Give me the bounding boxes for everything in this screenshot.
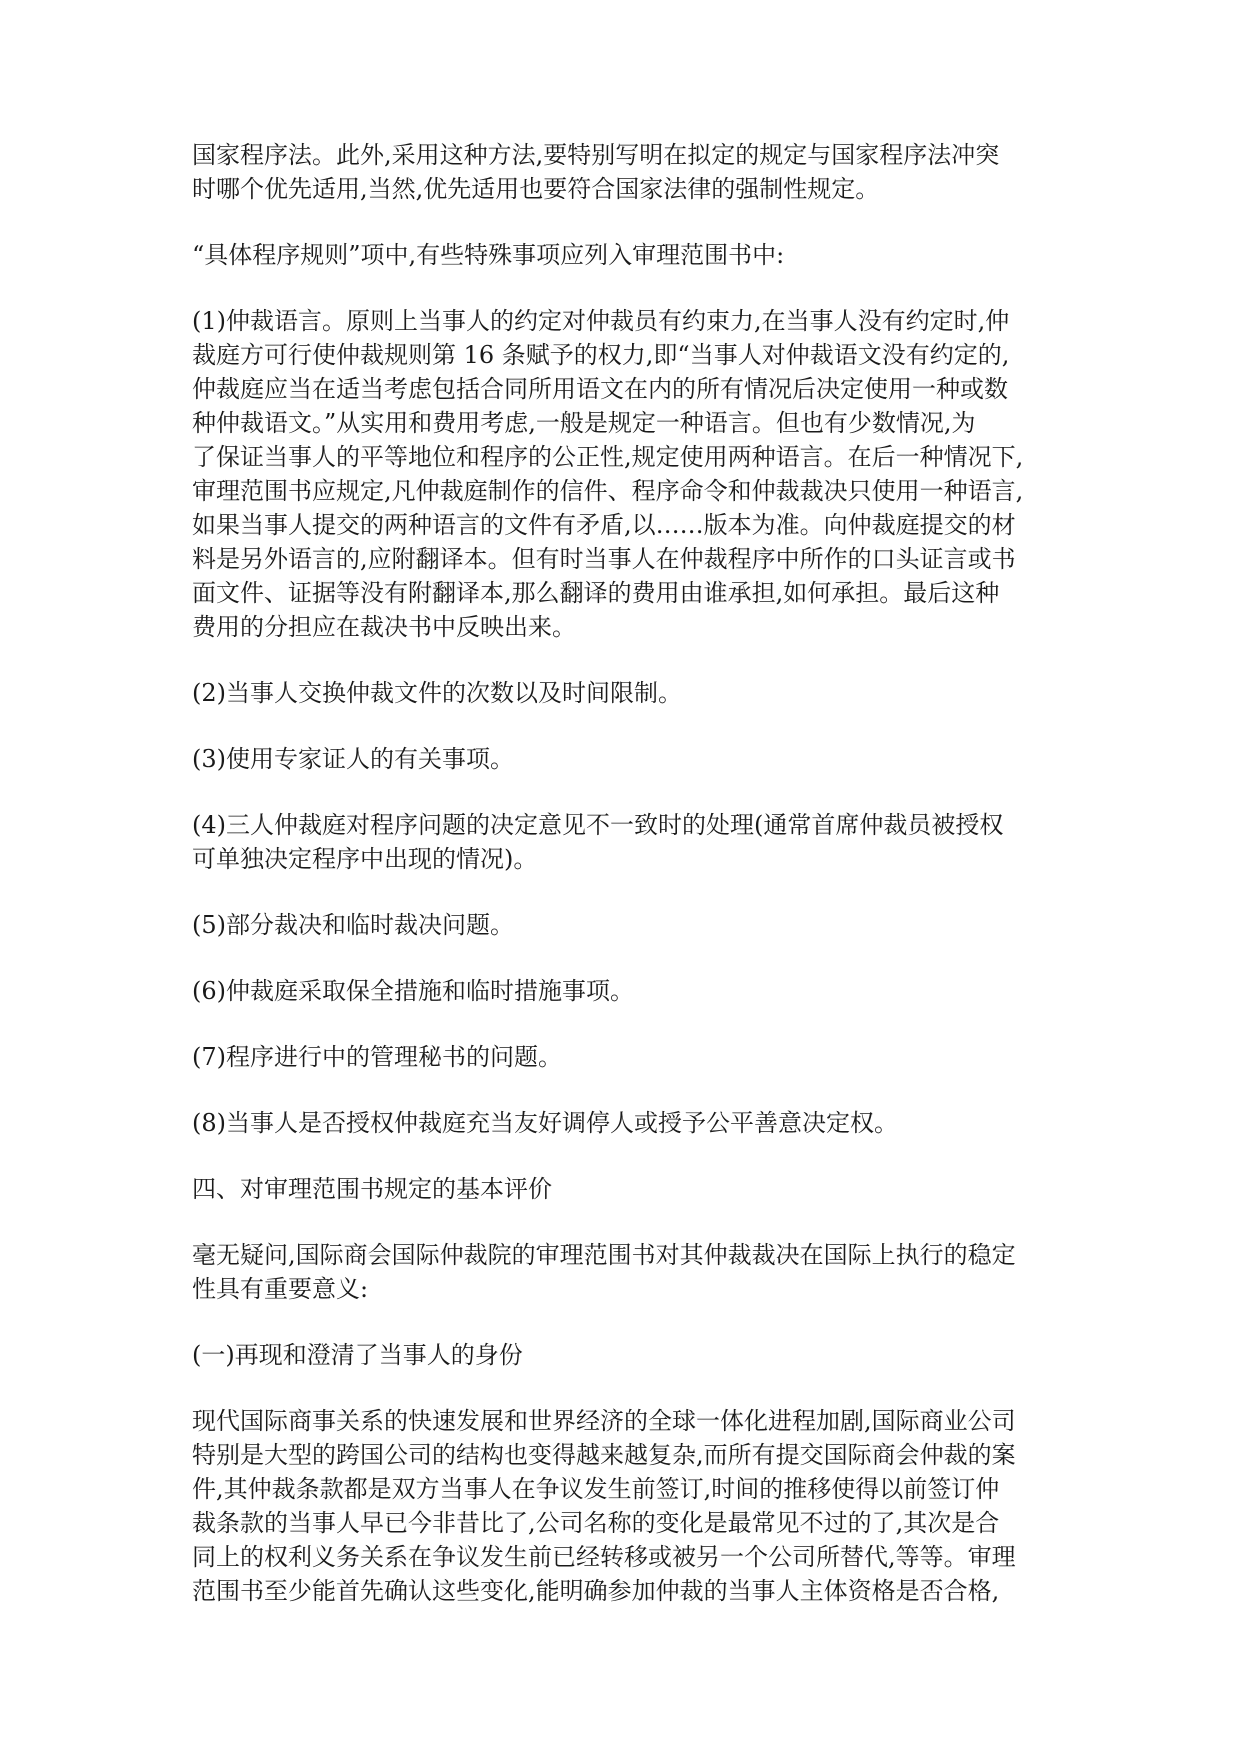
paragraph-8: [192, 974, 1062, 1008]
paragraph-12: [192, 1238, 1062, 1306]
text-line: (8)当事人是否授权仲裁庭充当友好调停人或授予公平善意决定权。: [192, 1109, 898, 1137]
text-line: 同上的权利义务关系在争议发生前已经转移或被另一个公司所替代,等等。审理: [192, 1543, 1016, 1571]
text-line: 性具有重要意义:: [192, 1275, 369, 1303]
text-line: (1)仲裁语言。原则上当事人的约定对仲裁员有约束力,在当事人没有约定时,仲: [192, 307, 1010, 335]
text-line: 种仲裁语文。”从实用和费用考虑,一般是规定一种语言。但也有少数情况,为: [192, 409, 976, 437]
text-line: (4)三人仲裁庭对程序问题的决定意见不一致时的处理(通常首席仲裁员被授权: [192, 811, 1004, 839]
document-page: [192, 138, 1062, 1640]
text-line: (2)当事人交换仲裁文件的次数以及时间限制。: [192, 679, 682, 707]
text-line: 如果当事人提交的两种语言的文件有矛盾,以……版本为准。向仲裁庭提交的材: [192, 511, 1016, 539]
paragraph-2: [192, 238, 1062, 272]
text-line: 毫无疑问,国际商会国际仲裁院的审理范围书对其仲裁裁决在国际上执行的稳定: [192, 1241, 1016, 1269]
text-line: 四、对审理范围书规定的基本评价: [192, 1175, 552, 1203]
text-line: “具体程序规则”项中,有些特殊事项应列入审理范围书中:: [192, 241, 785, 269]
text-line: (5)部分裁决和临时裁决问题。: [192, 911, 514, 939]
paragraph-6: [192, 808, 1062, 876]
text-line: 时哪个优先适用,当然,优先适用也要符合国家法律的强制性规定。: [192, 175, 880, 203]
paragraph-5: [192, 742, 1062, 776]
text-line: 仲裁庭应当在适当考虑包括合同所用语文在内的所有情况后决定使用一种或数: [192, 375, 1008, 403]
paragraph-14: [192, 1404, 1062, 1608]
text-line: 国家程序法。此外,采用这种方法,要特别写明在拟定的规定与国家程序法冲突: [192, 141, 1000, 169]
text-line: 可单独决定程序中出现的情况)。: [192, 845, 538, 873]
text-line: (3)使用专家证人的有关事项。: [192, 745, 514, 773]
paragraph-9: [192, 1040, 1062, 1074]
paragraph-7: [192, 908, 1062, 942]
text-line: 范围书至少能首先确认这些变化,能明确参加仲裁的当事人主体资格是否合格,: [192, 1577, 1000, 1605]
text-line: 件,其仲裁条款都是双方当事人在争议发生前签订,时间的推移使得以前签订仲: [192, 1475, 1000, 1503]
text-line: 费用的分担应在裁决书中反映出来。: [192, 613, 576, 641]
paragraph-4: [192, 676, 1062, 710]
paragraph-3: [192, 304, 1062, 644]
section-heading: [192, 1172, 1062, 1206]
text-line: (7)程序进行中的管理秘书的问题。: [192, 1043, 562, 1071]
text-line: 料是另外语言的,应附翻译本。但有时当事人在仲裁程序中所作的口头证言或书: [192, 545, 1016, 573]
paragraph-10: [192, 1106, 1062, 1140]
subsection-heading: [192, 1338, 1062, 1372]
text-line: 裁条款的当事人早已今非昔比了,公司名称的变化是最常见不过的了,其次是合: [192, 1509, 1000, 1537]
text-line: 裁庭方可行使仲裁规则第 16 条赋予的权力,即“当事人对仲裁语文没有约定的,: [192, 341, 1010, 369]
text-line: (一)再现和澄清了当事人的身份: [192, 1341, 523, 1369]
text-line: 特别是大型的跨国公司的结构也变得越来越复杂,而所有提交国际商会仲裁的案: [192, 1441, 1016, 1469]
text-line: (6)仲裁庭采取保全措施和临时措施事项。: [192, 977, 634, 1005]
text-line: 了保证当事人的平等地位和程序的公正性,规定使用两种语言。在后一种情况下,: [192, 443, 1024, 471]
text-line: 审理范围书应规定,凡仲裁庭制作的信件、程序命令和仲裁裁决只使用一种语言,: [192, 477, 1024, 505]
paragraph-1: [192, 138, 1062, 206]
text-line: 现代国际商事关系的快速发展和世界经济的全球一体化进程加剧,国际商业公司: [192, 1407, 1016, 1435]
text-line: 面文件、证据等没有附翻译本,那么翻译的费用由谁承担,如何承担。最后这种: [192, 579, 1000, 607]
